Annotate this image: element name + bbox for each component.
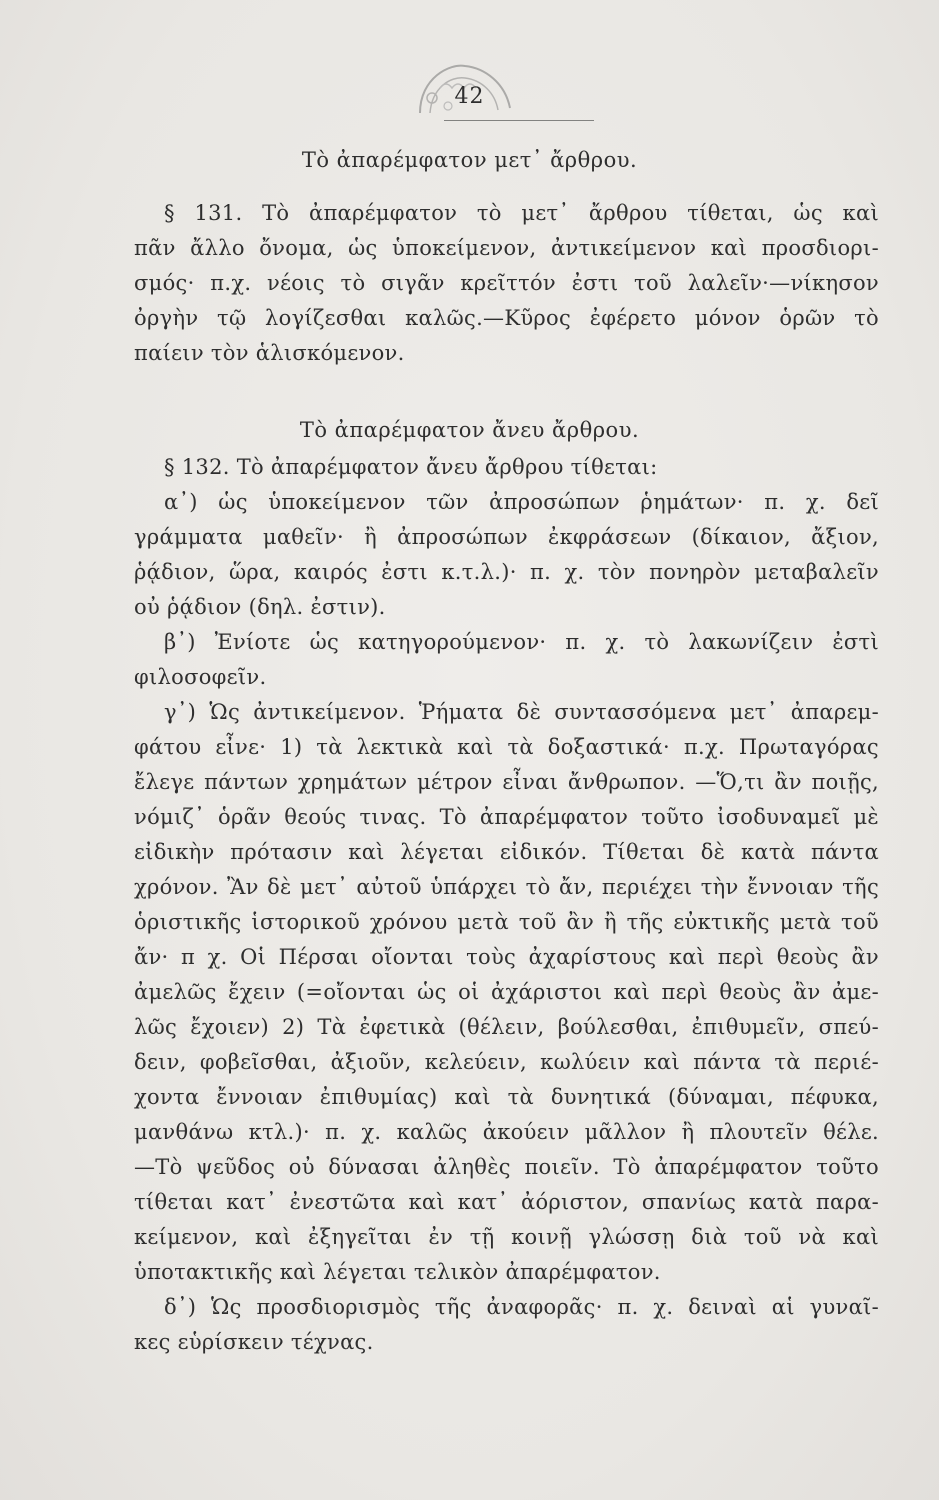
text-line: φάτου εἶνε· 1) τὰ λεκτικὰ καὶ τὰ δοξαστικά· π.χ. Πρωταγόρας — [134, 735, 879, 759]
text-line: παίειν τὸν ἁλισκόμενον. — [134, 341, 405, 365]
section-heading-132: Τὸ ἀπαρέμφατον ἄνευ ἄρθρου. — [299, 418, 640, 442]
text-line: δ᾽) Ὡς προσδιορισμὸς τῆς ἀναφορᾶς· π. χ. δειναὶ αἱ γυναῖ- — [164, 1295, 879, 1319]
text-line: § 132. Τὸ ἀπαρέμφατον ἄνευ ἄρθρου τίθεται: — [164, 455, 658, 479]
text-line: ἔλεγε πάντων χρημάτων μέτρον εἶναι ἄνθρωπον. —Ὅ,τι ἂν ποιῇς, — [134, 770, 879, 794]
text-line: εἰδικὴν πρότασιν καὶ λέγεται εἰδικόν. Τίθεται δὲ κατὰ πάντα — [134, 840, 879, 864]
page-number-rule — [444, 120, 594, 121]
section-heading-131: Τὸ ἀπαρέμφατον μετ᾽ ἄρθρου. — [301, 148, 638, 172]
text-line: νόμιζ᾽ ὁρᾶν θεούς τινας. Τὸ ἀπαρέμφατον τοῦτο ἰσοδυναμεῖ μὲ — [134, 805, 879, 829]
text-line: φιλοσοφεῖν. — [134, 665, 267, 689]
text-line: α᾽) ὡς ὑποκείμενον τῶν ἀπροσώπων ῥημάτων· π. χ. δεῖ — [164, 490, 879, 514]
text-line: ὁριστικῆς ἱστορικοῦ χρόνου μετὰ τοῦ ἂν ἢ τῆς εὐκτικῆς μετὰ τοῦ — [134, 910, 879, 934]
text-line: ὑποτακτικῆς καὶ λέγεται τελικὸν ἀπαρέμφατον. — [134, 1260, 661, 1284]
text-line: μανθάνω κτλ.)· π. χ. καλῶς ἀκούειν μᾶλλον ἢ πλουτεῖν θέλε. — [134, 1120, 879, 1144]
section-132-text — [134, 450, 879, 1360]
text-line: —Τὸ ψεῦδος οὐ δύνασαι ἀληθὲς ποιεῖν. Τὸ ἀπαρέμφατον τοῦτο — [134, 1155, 879, 1179]
text-line: οὐ ῥᾴδιον (δηλ. ἐστιν). — [134, 595, 386, 619]
text-line: γράμματα μαθεῖν· ἢ ἀπροσώπων ἐκφράσεων (δίκαιον, ἄξιον, — [134, 525, 879, 549]
text-line: χοντα ἔννοιαν ἐπιθυμίας) καὶ τὰ δυνητικά (δύναμαι, πέφυκα, — [134, 1085, 879, 1109]
text-line: β᾽) Ἐνίοτε ὡς κατηγορούμενον· π. χ. τὸ λακωνίζειν ἐστὶ — [164, 630, 879, 654]
text-line: κες εὑρίσκειν τέχνας. — [134, 1330, 374, 1354]
text-line: πᾶν ἄλλο ὄνομα, ὡς ὑποκείμενον, ἀντικείμενον καὶ προσδιορι- — [134, 236, 879, 260]
text-line: σμός· π.χ. νέοις τὸ σιγᾶν κρεῖττόν ἐστι τοῦ λαλεῖν·—νίκησον — [134, 271, 879, 295]
text-line: ὀργὴν τῷ λογίζεσθαι καλῶς.—Κῦρος ἐφέρετο μόνον ὁρῶν τὸ — [134, 306, 879, 330]
section-131-text — [134, 196, 879, 371]
text-line: λῶς ἔχοιεν) 2) Τὰ ἐφετικὰ (θέλειν, βούλεσθαι, ἐπιθυμεῖν, σπεύ- — [134, 1015, 879, 1039]
page-number: 42 — [454, 84, 485, 109]
text-line: γ᾽) Ὡς ἀντικείμενον. Ῥήματα δὲ συντασσόμενα μετ᾽ ἀπαρεμ- — [164, 700, 879, 724]
text-line: ἀμελῶς ἔχειν (=οἴονται ὡς οἱ ἀχάριστοι καὶ περὶ θεοὺς ἂν ἀμε- — [134, 980, 879, 1004]
text-line: κείμενον, καὶ ἐξηγεῖται ἐν τῇ κοινῇ γλώσσῃ διὰ τοῦ νὰ καὶ — [134, 1225, 879, 1249]
text-line: § 131. Τὸ ἀπαρέμφατον τὸ μετ᾽ ἄρθρου τίθεται, ὡς καὶ — [164, 201, 879, 225]
text-line: τίθεται κατ᾽ ἐνεστῶτα καὶ κατ᾽ ἀόριστον, σπανίως κατὰ παρα- — [134, 1190, 879, 1214]
text-line: ῥᾴδιον, ὥρα, καιρός ἐστι κ.τ.λ.)· π. χ. τὸν πονηρὸν μεταβαλεῖν — [134, 560, 879, 584]
text-line: χρόνον. Ἂν δὲ μετ᾽ αὐτοῦ ὑπάρχει τὸ ἄν, περιέχει τὴν ἔννοιαν τῆς — [134, 875, 879, 899]
text-line: δειν, φοβεῖσθαι, ἀξιοῦν, κελεύειν, κωλύειν καὶ πάντα τὰ περιέ- — [134, 1050, 879, 1074]
text-line: ἄν· π χ. Οἱ Πέρσαι οἴονται τοὺς ἀχαρίστους καὶ περὶ θεοὺς ἂν — [134, 945, 879, 969]
